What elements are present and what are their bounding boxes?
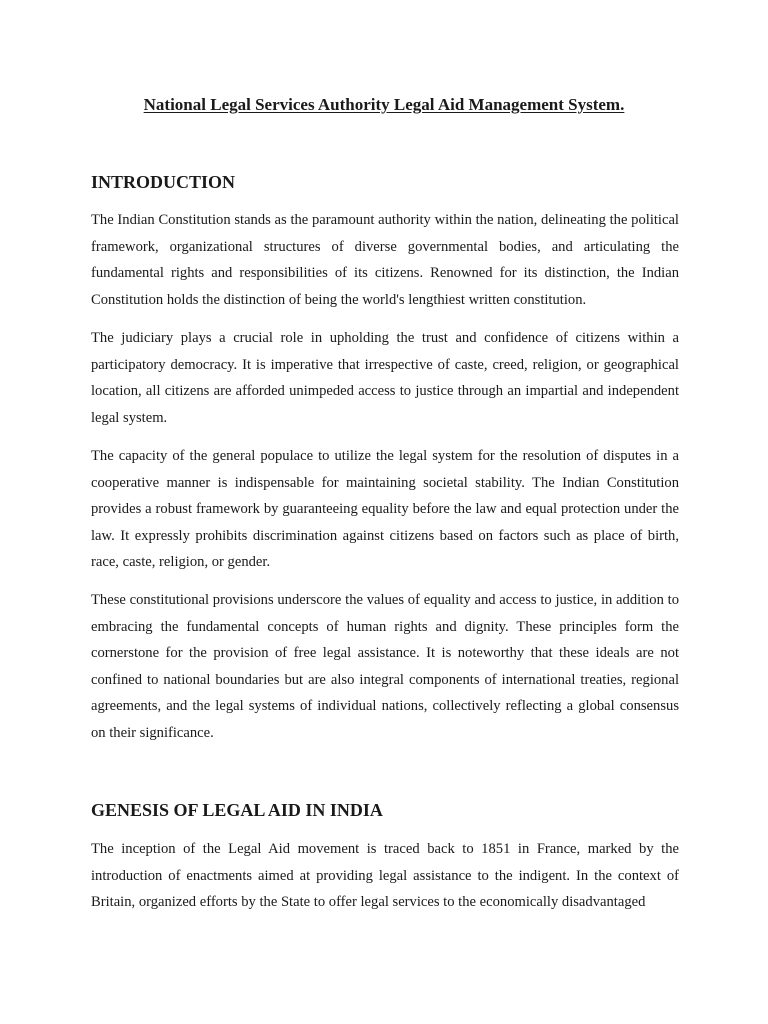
paragraph-intro-4: These constitutional provisions underscore the values of equality and access to justice, in addition to embracing the fundamental concepts of human rights and dignity. These principles form the cornerstone for the provision of free legal assistance. It is noteworthy that these ideals are not confined to national boundaries but are also integral components of international treaties, regional agreements, and the legal systems of individual nations, collectively reflecting a global consensus on their significance. (91, 592, 679, 741)
paragraph-intro-3: The capacity of the general populace to utilize the legal system for the resolution of disputes in a cooperative manner is indispensable for maintaining societal stability. The Indian Constitution provides a robust framework by guaranteeing equality before the law and equal protection under the law. It expressly prohibits discrimination against citizens based on factors such as place of birth, race, caste, religion, or gender. (91, 448, 679, 571)
document-title: National Legal Services Authority Legal Aid Management System. (143, 95, 625, 114)
paragraph-genesis-1: The inception of the Legal Aid movement is traced back to 1851 in France, marked by the introduction of enactments aimed at providing legal assistance to the indigent. In the context of Britain, organized efforts by the State to offer legal services to the economically disadvantaged (91, 841, 679, 911)
paragraph-intro-1: The Indian Constitution stands as the paramount authority within the nation, delineating the political framework, organizational structures of diverse governmental bodies, and articulating the fundamental rights and responsibilities of its citizens. Renowned for its distinction, the Indian Constitution holds the distinction of being the world's lengthiest written constitution. (91, 212, 679, 308)
paragraph-intro-2: The judiciary plays a crucial role in upholding the trust and confidence of citizens within a participatory democracy. It is imperative that irrespective of caste, creed, religion, or geographical location, all citizens are afforded unimpeded access to justice through an impartial and independent legal system. (91, 330, 679, 426)
section-heading-introduction: INTRODUCTION (91, 172, 236, 192)
section-heading-genesis: GENESIS OF LEGAL AID IN INDIA (91, 800, 383, 820)
